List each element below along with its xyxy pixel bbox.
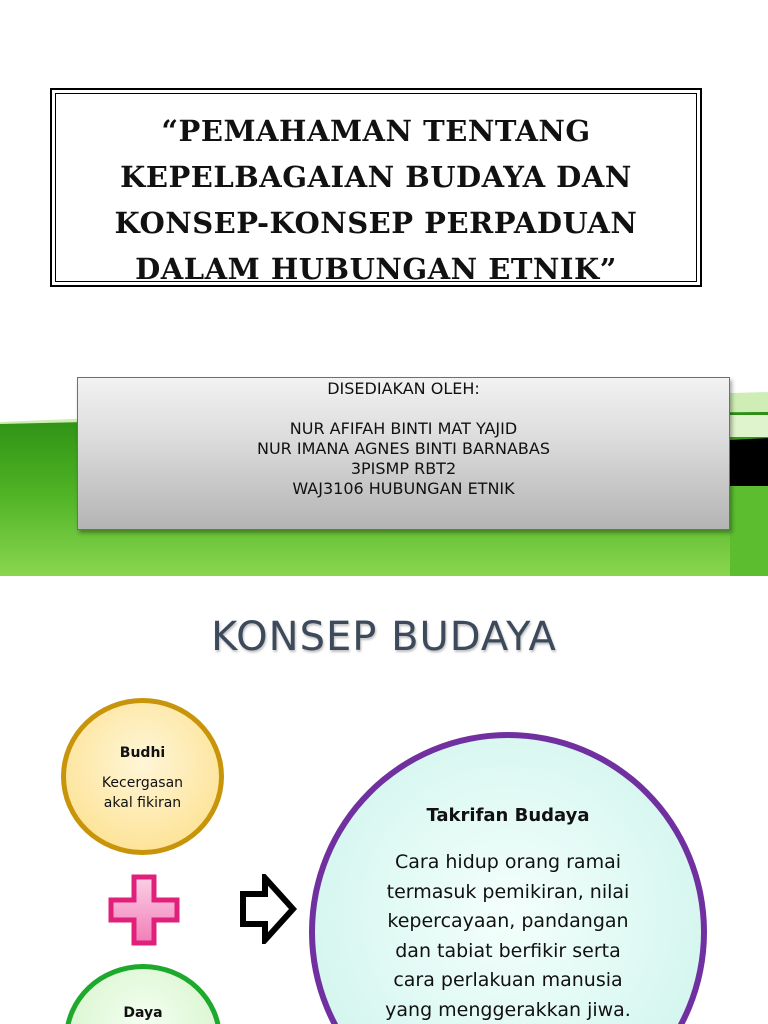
definition-heading: Takrifan Budaya (426, 805, 590, 826)
daya-circle (64, 964, 222, 1024)
slide-title: KONSEP BUDAYA (211, 614, 557, 660)
plus-icon (108, 874, 180, 946)
budhi-label: Budhi (119, 745, 166, 761)
course-line: WAJ3106 HUBUNGAN ETNIK (292, 479, 515, 498)
daya-label: Daya (123, 1005, 163, 1021)
concept-slide (0, 576, 768, 1024)
author-line: NUR IMANA AGNES BINTI BARNABAS (256, 439, 550, 458)
budhi-description: Kecergasan akal fikiran (101, 775, 184, 811)
presentation-title: “PEMAHAMAN TENTANG KEPELBAGAIAN BUDAYA DAN KONSEP-KONSEP PERPADUAN DALAM HUBUNGAN ETNIK” (114, 114, 638, 286)
definition-circle (309, 732, 707, 1024)
title-box (50, 88, 702, 287)
prepared-by-label: DISEDIAKAN OLEH: (327, 379, 480, 398)
definition-text: Cara hidup orang ramai termasuk pemikiran, nilai kepercayaan, pandangan dan tabiat berfikir serta cara perlakuan manusia yang menggerakkan jiwa. (385, 851, 631, 1021)
right-arrow-icon (239, 874, 297, 944)
budhi-circle (61, 698, 224, 855)
blank-line (78, 399, 729, 419)
author-line: NUR AFIFAH BINTI MAT YAJID (289, 419, 518, 438)
class-line: 3PISMP RBT2 (350, 459, 457, 478)
prepared-by-box (77, 377, 730, 530)
